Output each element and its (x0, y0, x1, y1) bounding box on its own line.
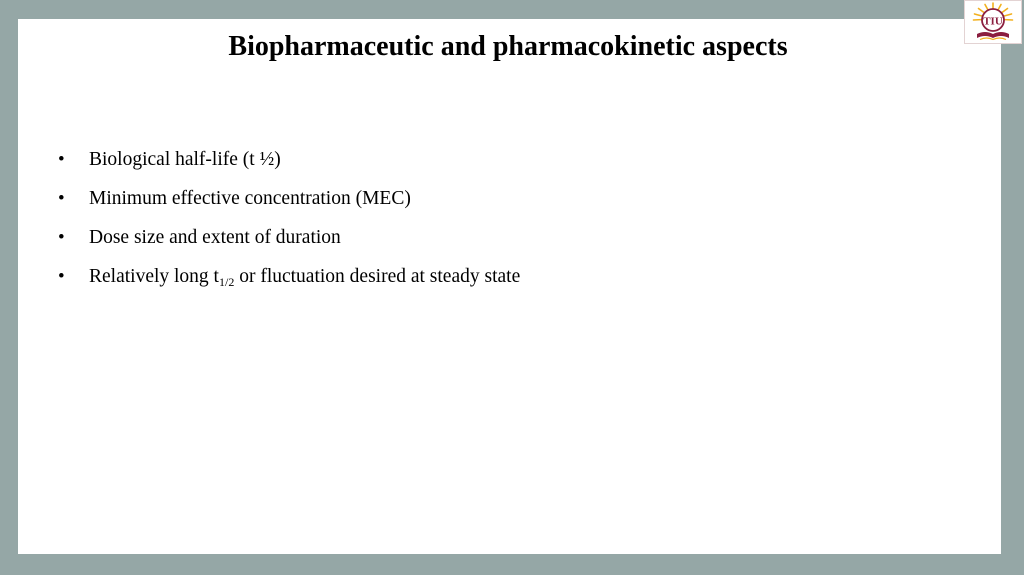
bullet-icon: • (58, 266, 65, 287)
logo-text: TIU (983, 15, 1003, 28)
slide-canvas (18, 19, 1001, 554)
bullet-item (58, 225, 520, 251)
bullet-text-start: Relatively long t (89, 266, 219, 287)
bullet-item (58, 186, 520, 212)
bullet-icon: • (58, 149, 65, 170)
university-logo (964, 0, 1022, 44)
bullet-text: Dose size and extent of duration (89, 227, 341, 248)
bullet-text: Minimum effective concentration (MEC) (89, 188, 411, 209)
bullet-icon: • (58, 188, 65, 209)
bullet-text-end: or fluctuation desired at steady state (234, 266, 521, 287)
bullet-item (58, 147, 520, 173)
half-life-subscript: 1/2 (218, 275, 235, 289)
bullet-list (58, 147, 520, 303)
bullet-icon: • (58, 227, 65, 248)
university-logo-icon (965, 1, 1021, 43)
slide-title: Biopharmaceutic and pharmacokinetic aspects (228, 31, 788, 62)
bullet-item (58, 264, 520, 290)
bullet-text: Biological half-life (t ½) (89, 149, 281, 170)
